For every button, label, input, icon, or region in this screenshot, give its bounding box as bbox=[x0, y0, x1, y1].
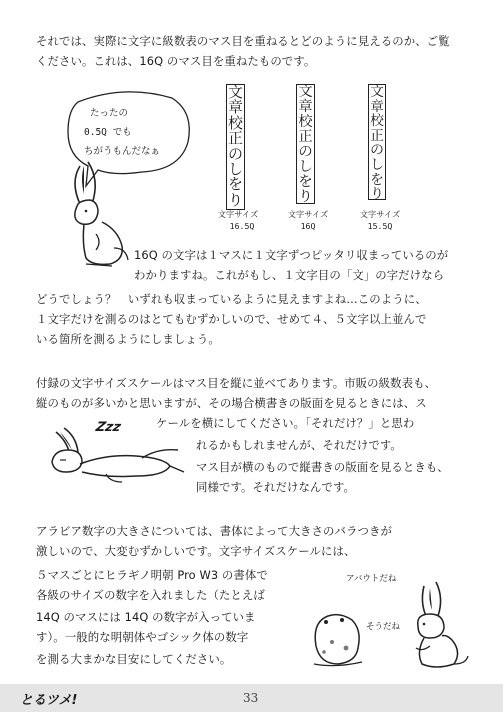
intro-line-1: それでは、実際に文字に級数表のマス目を重ねるとどのように見えるのか、ご覧 bbox=[36, 34, 450, 48]
caption-size: 15.5Q bbox=[367, 221, 393, 231]
p3-line-5: マス目が横のもので縦書きの版面を見るときも、 bbox=[196, 460, 449, 474]
caption-15-5q bbox=[350, 208, 410, 232]
p4-line-4: 各級のサイズの数字を入れました（たとえば bbox=[36, 588, 265, 602]
dialog-line-2: そうだね bbox=[366, 622, 401, 632]
p4-line-1: アラビア数字の大きさについては、書体によって大きさのバラつきが bbox=[36, 524, 392, 538]
p4-line-5: 14Q のマスには 14Q の数字が入っていま bbox=[36, 610, 256, 624]
p2-line-5: いる箇所を測るようにしましょう。 bbox=[36, 332, 220, 346]
sleeping-rabbit-illustration bbox=[46, 428, 186, 486]
p4-line-7: を測る大まかな目安にしてください。 bbox=[36, 652, 232, 666]
sample-16-5q bbox=[226, 84, 244, 210]
speech-bubble-text bbox=[84, 104, 160, 161]
sample-16-5q-text: 文章校正のしをり bbox=[226, 84, 245, 210]
standing-rabbit-illustration bbox=[66, 160, 132, 270]
sample-15-5q-text: 文章校正のしをり bbox=[368, 84, 386, 200]
p3-line-3: ケールを横にしてください。「それだけ？」と思わ bbox=[156, 416, 415, 430]
intro-line-2: ください。これは、16Q のマス目を重ねたものです。 bbox=[36, 54, 316, 68]
caption-label: 文字サイズ bbox=[217, 209, 259, 219]
p3-line-6: 同様です。それだけなんです。 bbox=[196, 480, 356, 494]
page-footer bbox=[0, 684, 503, 712]
p2-line-3: どうでしょう？ いずれも収まっているように見えますよね…このように、 bbox=[36, 292, 427, 306]
brand-logo: とるツメ! bbox=[20, 693, 78, 708]
caption-16q bbox=[278, 208, 338, 232]
caption-label: 文字サイズ bbox=[287, 209, 329, 219]
p2-line-1: 16Q の文字は１マスに１文字ずつピッタリ収まっているのが bbox=[134, 248, 449, 262]
dialog-line-1: アバウトだね bbox=[346, 574, 397, 584]
sleep-sound: Zzz bbox=[94, 420, 123, 435]
bubble-line-2: 0.5Q でも bbox=[84, 127, 132, 138]
caption-size: 16Q bbox=[300, 221, 316, 231]
page-number: 33 bbox=[243, 691, 259, 705]
frog-and-rabbit-illustration bbox=[312, 586, 472, 670]
p3-line-2: 縦のものが多いかと思いますが、その場合横書きの版面を見るときには、ス bbox=[36, 396, 427, 410]
bubble-line-3: ちがうもんだなぁ bbox=[84, 146, 161, 157]
p3-line-4: れるかもしれませんが、それだけです。 bbox=[196, 438, 402, 452]
p2-line-4: １文字だけを測るのはとてもむずかしいので、せめて４、５文字以上並んで bbox=[36, 312, 427, 326]
caption-16-5q bbox=[208, 208, 268, 232]
caption-size: 16.5Q bbox=[229, 221, 255, 231]
p4-line-6: す）。一般的な明朝体やゴシック体の数字 bbox=[36, 630, 249, 644]
bubble-line-1: たったの bbox=[90, 108, 129, 119]
sample-16q-text: 文章校正のしをり bbox=[296, 84, 315, 204]
p2-line-2: わかりますね。これがもし、１文字目の「文」の字だけなら bbox=[134, 268, 445, 282]
caption-label: 文字サイズ bbox=[359, 209, 401, 219]
sample-16q bbox=[296, 84, 314, 204]
p4-line-3: ５マスごとにヒラギノ明朝 Pro W3 の書体で bbox=[36, 568, 268, 582]
p3-line-1: 付録の文字サイズスケールはマス目を縦に並べてあります。市販の級数表も、 bbox=[36, 376, 437, 390]
p4-line-2: 激しいので、大変むずかしいです。文字サイズスケールには、 bbox=[36, 544, 356, 558]
sample-15-5q bbox=[368, 84, 386, 203]
